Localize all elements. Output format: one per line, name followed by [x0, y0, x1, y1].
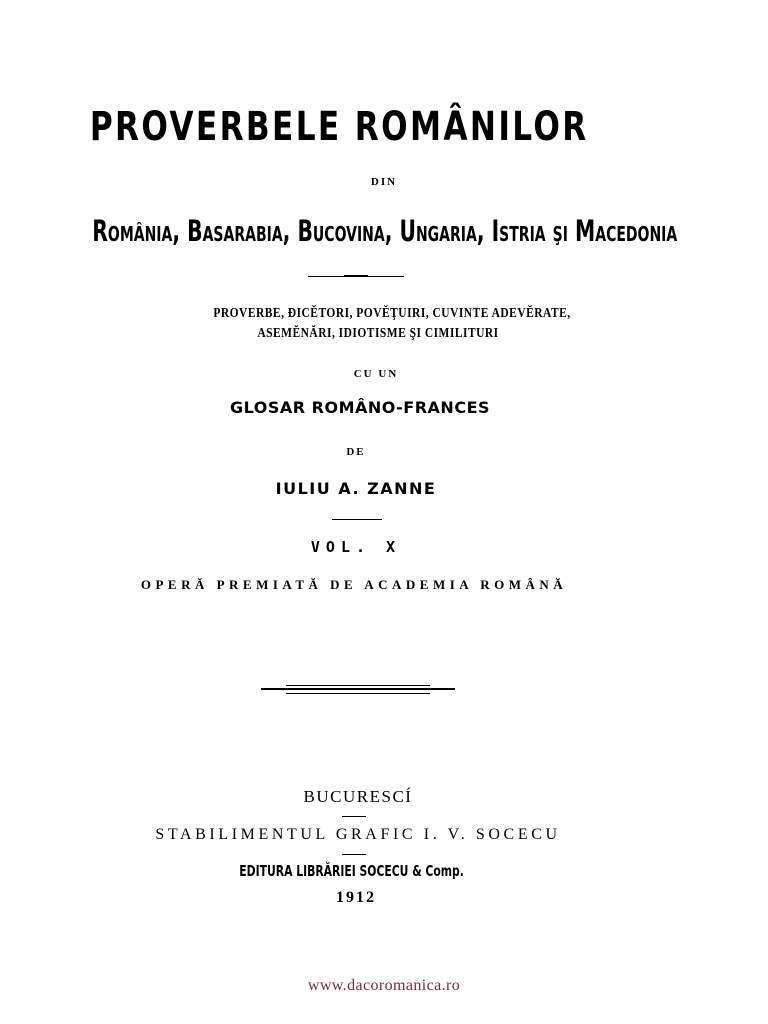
ornamental-rule-outer	[261, 688, 455, 690]
ornamental-rule-inner-top	[286, 685, 430, 686]
book-title: PROVERBELE ROMÂNILOR	[89, 104, 589, 150]
volume-number: VOL. X	[310, 538, 402, 556]
publication-year: 1912	[336, 889, 376, 906]
award-line: OPERĂ PREMIATĂ DE ACADEMIA ROMÂNĂ	[140, 577, 568, 592]
publisher-name: EDITURA LIBRĂRIEI SOCECU & Comp.	[239, 862, 464, 880]
author-name: IULIU A. ZANNE	[275, 479, 437, 498]
divider-rule-3	[342, 816, 366, 817]
website-watermark[interactable]: www.dacoromanica.ro	[307, 977, 461, 994]
genres-line-1: PROVERBE, ĐICĔTORI, POVĔŢUIRI, CUVINTE ADEVĔRATE,	[213, 306, 571, 321]
divider-rule-1-accent	[344, 275, 368, 277]
glossary-title: GLOSAR ROMÂNO-FRANCES	[229, 398, 491, 417]
city-name: BUCURESCÍ	[303, 787, 413, 806]
din-label: DIN	[370, 176, 398, 188]
de-label: DE	[346, 446, 366, 458]
genres-line-2: ASEMĔNĂRI, IDIOTISME ŞI CIMILITURI	[257, 326, 499, 341]
divider-rule-2	[332, 519, 382, 520]
divider-rule-4	[342, 854, 366, 855]
regions-subtitle: România, Basarabia, Bucovina, Ungaria, Istria şi Macedonia	[92, 214, 678, 248]
cu-un-label: CU UN	[353, 368, 399, 380]
ornamental-rule-inner-bottom	[286, 693, 430, 694]
printer-name: STABILIMENTUL GRAFIC I. V. SOCECU	[155, 826, 561, 843]
